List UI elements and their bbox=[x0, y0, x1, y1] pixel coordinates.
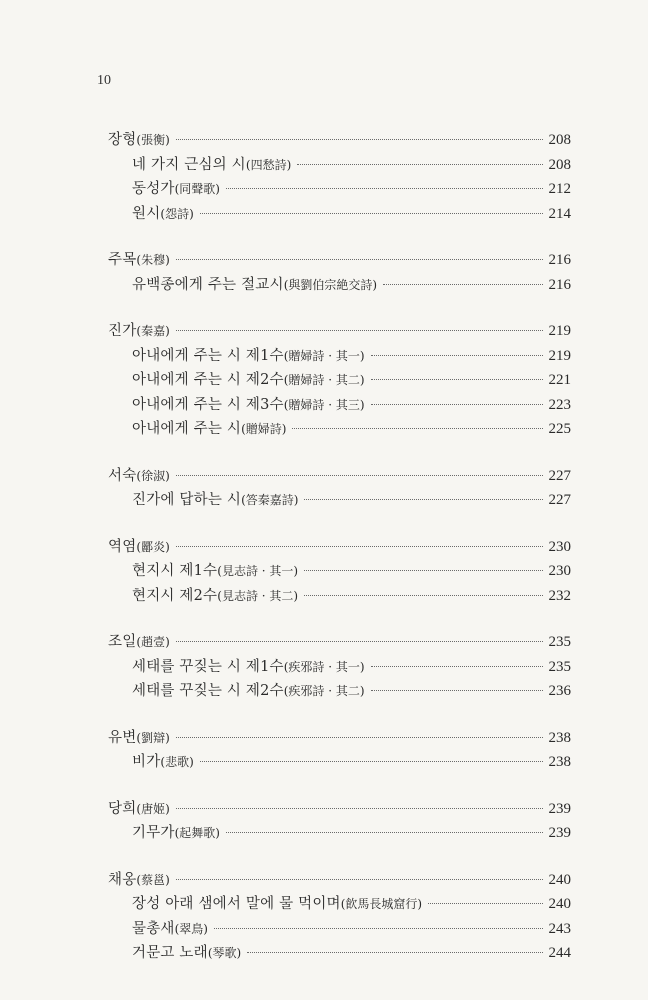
entry-title-hanja: (翠鳥) bbox=[174, 921, 208, 936]
toc-poem-entry[interactable] bbox=[108, 393, 571, 418]
entry-title-korean: 동성가 bbox=[132, 181, 175, 197]
entry-title bbox=[132, 368, 365, 393]
dot-leader bbox=[176, 330, 543, 331]
entry-page-number: 225 bbox=[548, 421, 571, 437]
toc-group bbox=[108, 464, 571, 513]
toc-poem-entry[interactable] bbox=[108, 177, 571, 202]
entry-page-number: 221 bbox=[548, 372, 571, 388]
entry-title-korean: 아내에게 주는 시 제2수 bbox=[132, 372, 284, 388]
toc-author-entry[interactable] bbox=[108, 797, 571, 822]
entry-title-hanja: (四愁詩) bbox=[245, 157, 292, 172]
entry-page-number: 219 bbox=[548, 323, 571, 339]
dot-leader bbox=[428, 903, 542, 904]
entry-title-korean: 역염 bbox=[108, 538, 137, 555]
entry-title bbox=[108, 726, 170, 751]
dot-leader bbox=[292, 428, 542, 429]
dot-leader bbox=[226, 188, 543, 189]
entry-page-number: 212 bbox=[548, 181, 571, 197]
dot-leader bbox=[304, 499, 542, 500]
toc-poem-entry[interactable] bbox=[108, 417, 571, 442]
entry-title bbox=[132, 655, 365, 680]
entry-title-hanja: (趙壹) bbox=[136, 635, 170, 649]
toc-author-entry[interactable] bbox=[108, 535, 571, 560]
entry-title bbox=[108, 248, 170, 273]
entry-title-hanja: (起舞歌) bbox=[174, 826, 220, 840]
entry-title-korean: 장형 bbox=[108, 132, 137, 148]
entry-page-number: 244 bbox=[548, 945, 571, 961]
entry-page-number: 238 bbox=[548, 729, 571, 746]
entry-title-hanja: (張衡) bbox=[136, 133, 170, 147]
entry-title-hanja: (見志詩 · 其一) bbox=[217, 564, 299, 578]
dot-leader bbox=[176, 737, 543, 738]
entry-title bbox=[132, 177, 220, 202]
dot-leader bbox=[176, 475, 543, 476]
entry-title bbox=[132, 153, 291, 178]
toc-author-entry[interactable] bbox=[108, 630, 571, 655]
entry-title bbox=[132, 559, 298, 584]
entry-title-korean: 네 가지 근심의 시 bbox=[132, 156, 246, 173]
dot-leader bbox=[371, 379, 543, 380]
toc-poem-entry[interactable] bbox=[108, 679, 571, 704]
entry-title-hanja: (贈婦詩) bbox=[241, 422, 287, 436]
entry-title-korean: 거문고 노래 bbox=[132, 945, 208, 961]
entry-page-number: 235 bbox=[548, 634, 571, 650]
entry-title-hanja: (朱穆) bbox=[136, 253, 170, 267]
entry-title-korean: 비가 bbox=[132, 754, 161, 770]
entry-page-number: 208 bbox=[548, 132, 571, 148]
toc-poem-entry[interactable] bbox=[108, 368, 571, 393]
toc-poem-entry[interactable] bbox=[108, 917, 571, 942]
dot-leader bbox=[200, 213, 543, 214]
toc-poem-entry[interactable] bbox=[108, 941, 571, 966]
entry-page-number: 216 bbox=[548, 276, 571, 293]
dot-leader bbox=[383, 284, 542, 285]
dot-leader bbox=[226, 832, 543, 833]
entry-page-number: 238 bbox=[548, 754, 571, 770]
entry-page-number: 216 bbox=[548, 252, 571, 268]
dot-leader bbox=[176, 259, 543, 260]
dot-leader bbox=[214, 928, 543, 929]
entry-page-number: 243 bbox=[548, 920, 571, 937]
dot-leader bbox=[371, 690, 543, 691]
toc-group bbox=[108, 868, 571, 966]
entry-title-hanja: (與劉伯宗絶交詩) bbox=[283, 277, 378, 292]
toc-poem-entry[interactable] bbox=[108, 892, 571, 917]
entry-page-number: 219 bbox=[548, 347, 571, 364]
toc-poem-entry[interactable] bbox=[108, 344, 571, 369]
entry-page-number: 235 bbox=[548, 658, 571, 675]
entry-title bbox=[132, 892, 422, 917]
entry-title-hanja: (見志詩 · 其二) bbox=[217, 588, 299, 603]
entry-title-korean: 채옹 bbox=[108, 871, 137, 888]
entry-title bbox=[132, 750, 194, 775]
toc-poem-entry[interactable] bbox=[108, 488, 571, 513]
entry-title bbox=[132, 417, 286, 442]
entry-title-hanja: (贈婦詩 · 其一) bbox=[283, 348, 365, 363]
toc-group bbox=[108, 797, 571, 846]
entry-title-korean: 아내에게 주는 시 제1수 bbox=[132, 347, 284, 364]
entry-title bbox=[132, 917, 208, 942]
toc-group bbox=[108, 535, 571, 609]
entry-title-korean: 장성 아래 샘에서 말에 물 먹이며 bbox=[132, 896, 341, 912]
entry-title bbox=[108, 319, 170, 344]
entry-title bbox=[132, 393, 365, 418]
entry-title-hanja: (琴歌) bbox=[207, 946, 242, 960]
toc-poem-entry[interactable] bbox=[108, 153, 571, 178]
entry-page-number: 240 bbox=[548, 896, 571, 912]
entry-title bbox=[108, 464, 170, 489]
entry-title-korean: 당희 bbox=[108, 800, 137, 817]
toc-group bbox=[108, 319, 571, 442]
toc-author-entry[interactable] bbox=[108, 319, 571, 344]
dot-leader bbox=[176, 139, 543, 140]
entry-page-number: 232 bbox=[548, 587, 571, 604]
entry-title bbox=[108, 868, 170, 893]
toc-group bbox=[108, 248, 571, 297]
entry-title-korean: 주목 bbox=[108, 252, 137, 268]
entry-title-korean: 서숙 bbox=[108, 467, 137, 484]
dot-leader bbox=[304, 570, 542, 571]
entry-title-korean: 기무가 bbox=[132, 825, 175, 841]
toc-group bbox=[108, 630, 571, 704]
entry-title bbox=[132, 941, 241, 966]
page-number: 10 bbox=[97, 73, 111, 88]
dot-leader bbox=[371, 355, 543, 356]
entry-title-korean: 유변 bbox=[108, 729, 137, 746]
dot-leader bbox=[176, 879, 543, 880]
entry-page-number: 239 bbox=[548, 800, 571, 817]
entry-title bbox=[132, 821, 220, 846]
dot-leader bbox=[200, 761, 543, 762]
toc-author-entry[interactable] bbox=[108, 128, 571, 153]
dot-leader bbox=[371, 404, 543, 405]
toc-poem-entry[interactable] bbox=[108, 750, 571, 775]
dot-leader bbox=[176, 546, 543, 547]
entry-page-number: 214 bbox=[548, 205, 571, 222]
entry-page-number: 230 bbox=[548, 538, 571, 555]
dot-leader bbox=[247, 952, 542, 953]
entry-title-korean: 진가에 답하는 시 bbox=[132, 492, 242, 508]
entry-title-hanja: (徐淑) bbox=[136, 468, 170, 483]
toc-poem-entry[interactable] bbox=[108, 273, 571, 298]
entry-title-korean: 진가 bbox=[108, 323, 137, 339]
entry-title bbox=[132, 202, 194, 227]
toc-poem-entry[interactable] bbox=[108, 584, 571, 609]
toc-poem-entry[interactable] bbox=[108, 202, 571, 227]
entry-title-hanja: (悲歌) bbox=[160, 755, 194, 769]
toc-author-entry[interactable] bbox=[108, 248, 571, 273]
entry-page-number: 230 bbox=[548, 563, 571, 579]
dot-leader bbox=[297, 164, 542, 165]
entry-title-hanja: (劉辯) bbox=[136, 730, 170, 745]
entry-page-number: 227 bbox=[548, 467, 571, 484]
entry-title-korean: 원시 bbox=[132, 205, 161, 222]
entry-title-korean: 현지시 제1수 bbox=[132, 563, 218, 579]
entry-title-hanja: (贈婦詩 · 其三) bbox=[283, 397, 365, 412]
entry-page-number: 227 bbox=[548, 492, 571, 508]
entry-title-hanja: (疾邪詩 · 其二) bbox=[283, 684, 365, 698]
dot-leader bbox=[176, 641, 543, 642]
entry-title-korean: 아내에게 주는 시 bbox=[132, 421, 242, 437]
entry-title-hanja: (飮馬長城窟行) bbox=[340, 897, 423, 911]
entry-page-number: 240 bbox=[548, 871, 571, 888]
entry-title-hanja: (秦嘉) bbox=[136, 324, 170, 338]
entry-title-hanja: (答秦嘉詩) bbox=[241, 493, 299, 507]
entry-title-hanja: (蔡邕) bbox=[136, 872, 170, 887]
table-of-contents bbox=[108, 128, 571, 988]
dot-leader bbox=[304, 595, 542, 596]
entry-title bbox=[108, 630, 170, 655]
entry-title-korean: 세태를 꾸짖는 시 제2수 bbox=[132, 683, 284, 699]
toc-poem-entry[interactable] bbox=[108, 559, 571, 584]
toc-poem-entry[interactable] bbox=[108, 655, 571, 680]
dot-leader bbox=[371, 666, 543, 667]
entry-title-korean: 조일 bbox=[108, 634, 137, 650]
entry-title bbox=[132, 679, 365, 704]
entry-page-number: 223 bbox=[548, 396, 571, 413]
entry-title-korean: 아내에게 주는 시 제3수 bbox=[132, 396, 284, 413]
entry-title bbox=[132, 488, 298, 513]
entry-title bbox=[132, 584, 298, 609]
entry-title bbox=[108, 128, 170, 153]
entry-title-hanja: (贈婦詩 · 其二) bbox=[283, 373, 365, 387]
entry-title-hanja: (同聲歌) bbox=[174, 182, 220, 196]
toc-poem-entry[interactable] bbox=[108, 821, 571, 846]
entry-title-hanja: (酈炎) bbox=[136, 539, 170, 554]
entry-title-korean: 현지시 제2수 bbox=[132, 587, 218, 604]
entry-title-korean: 물총새 bbox=[132, 920, 175, 937]
toc-group bbox=[108, 128, 571, 226]
toc-group bbox=[108, 726, 571, 775]
entry-title bbox=[108, 535, 170, 560]
entry-title-hanja: (怨詩) bbox=[160, 206, 194, 221]
entry-title-korean: 세태를 꾸짖는 시 제1수 bbox=[132, 658, 284, 675]
entry-title-korean: 유백종에게 주는 절교시 bbox=[132, 276, 284, 293]
entry-title bbox=[132, 344, 365, 369]
entry-title bbox=[132, 273, 377, 298]
entry-page-number: 208 bbox=[548, 156, 571, 173]
entry-title-hanja: (疾邪詩 · 其一) bbox=[283, 659, 365, 674]
entry-title-hanja: (唐姬) bbox=[136, 801, 170, 816]
toc-author-entry[interactable] bbox=[108, 868, 571, 893]
entry-title bbox=[108, 797, 170, 822]
toc-author-entry[interactable] bbox=[108, 726, 571, 751]
entry-page-number: 239 bbox=[548, 825, 571, 841]
dot-leader bbox=[176, 808, 543, 809]
toc-author-entry[interactable] bbox=[108, 464, 571, 489]
entry-page-number: 236 bbox=[548, 683, 571, 699]
